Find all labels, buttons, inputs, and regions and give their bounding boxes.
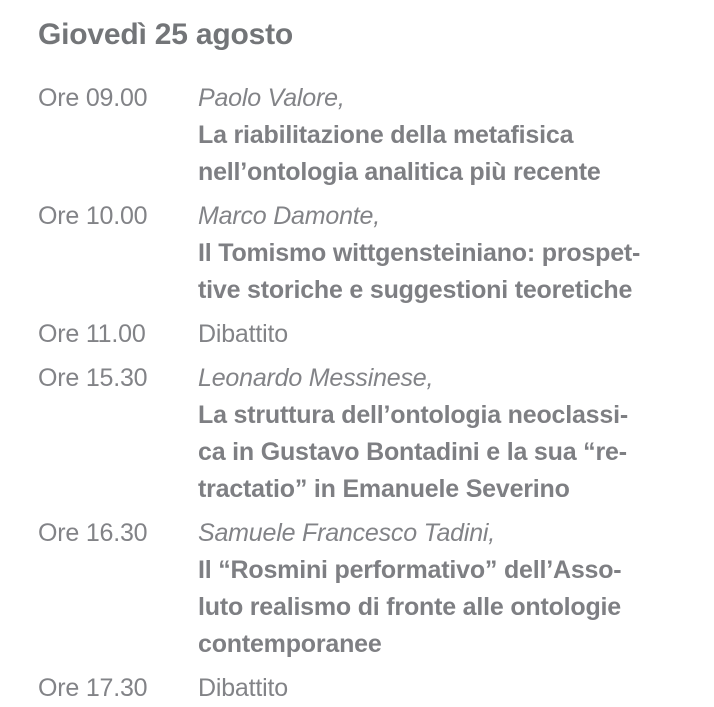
event-title-line: ca in Gustavo Bontadini e la sua “re- xyxy=(198,438,627,466)
schedule-row xyxy=(38,198,678,309)
event-title-line: nell’ontologia analitica più recente xyxy=(198,158,601,186)
schedule-row xyxy=(38,316,678,353)
event-speaker: Samuele Francesco Tadini, xyxy=(198,519,496,547)
schedule-row xyxy=(38,360,678,508)
event-time: Ore 11.00 xyxy=(38,320,146,348)
event-title-line: Il “Rosmini performativo” dell’Asso- xyxy=(198,556,622,584)
schedule-row xyxy=(38,515,678,663)
event-time: Ore 09.00 xyxy=(38,84,148,112)
event-activity: Dibattito xyxy=(198,674,288,702)
event-time: Ore 17.30 xyxy=(38,674,148,702)
page-title: Giovedì 25 agosto xyxy=(38,18,293,51)
event-title-line: La riabilitazione della metafisica xyxy=(198,121,574,149)
event-title-line: Il Tomismo wittgensteiniano: prospet- xyxy=(198,239,641,267)
event-title-line: contemporanee xyxy=(198,630,382,658)
event-activity: Dibattito xyxy=(198,320,288,348)
event-speaker: Marco Damonte, xyxy=(198,202,380,230)
event-title-line: La struttura dell’ontologia neoclassi- xyxy=(198,401,628,429)
event-speaker: Paolo Valore, xyxy=(198,84,345,112)
event-time: Ore 16.30 xyxy=(38,519,148,547)
event-details xyxy=(198,670,678,707)
schedule-row xyxy=(38,670,678,707)
schedule-row xyxy=(38,80,678,191)
event-title-line: tractatio” in Emanuele Severino xyxy=(198,475,570,503)
event-speaker: Leonardo Messinese, xyxy=(198,364,434,392)
event-time: Ore 15.30 xyxy=(38,364,148,392)
event-title-line: tive storiche e suggestioni teoretiche xyxy=(198,276,633,304)
event-details xyxy=(198,360,678,508)
schedule-list xyxy=(38,80,678,707)
event-details xyxy=(198,316,678,353)
event-time: Ore 10.00 xyxy=(38,202,148,230)
event-title-line: luto realismo di fronte alle ontologie xyxy=(198,593,621,621)
event-details xyxy=(198,515,678,663)
event-details xyxy=(198,198,678,309)
event-details xyxy=(198,80,678,191)
